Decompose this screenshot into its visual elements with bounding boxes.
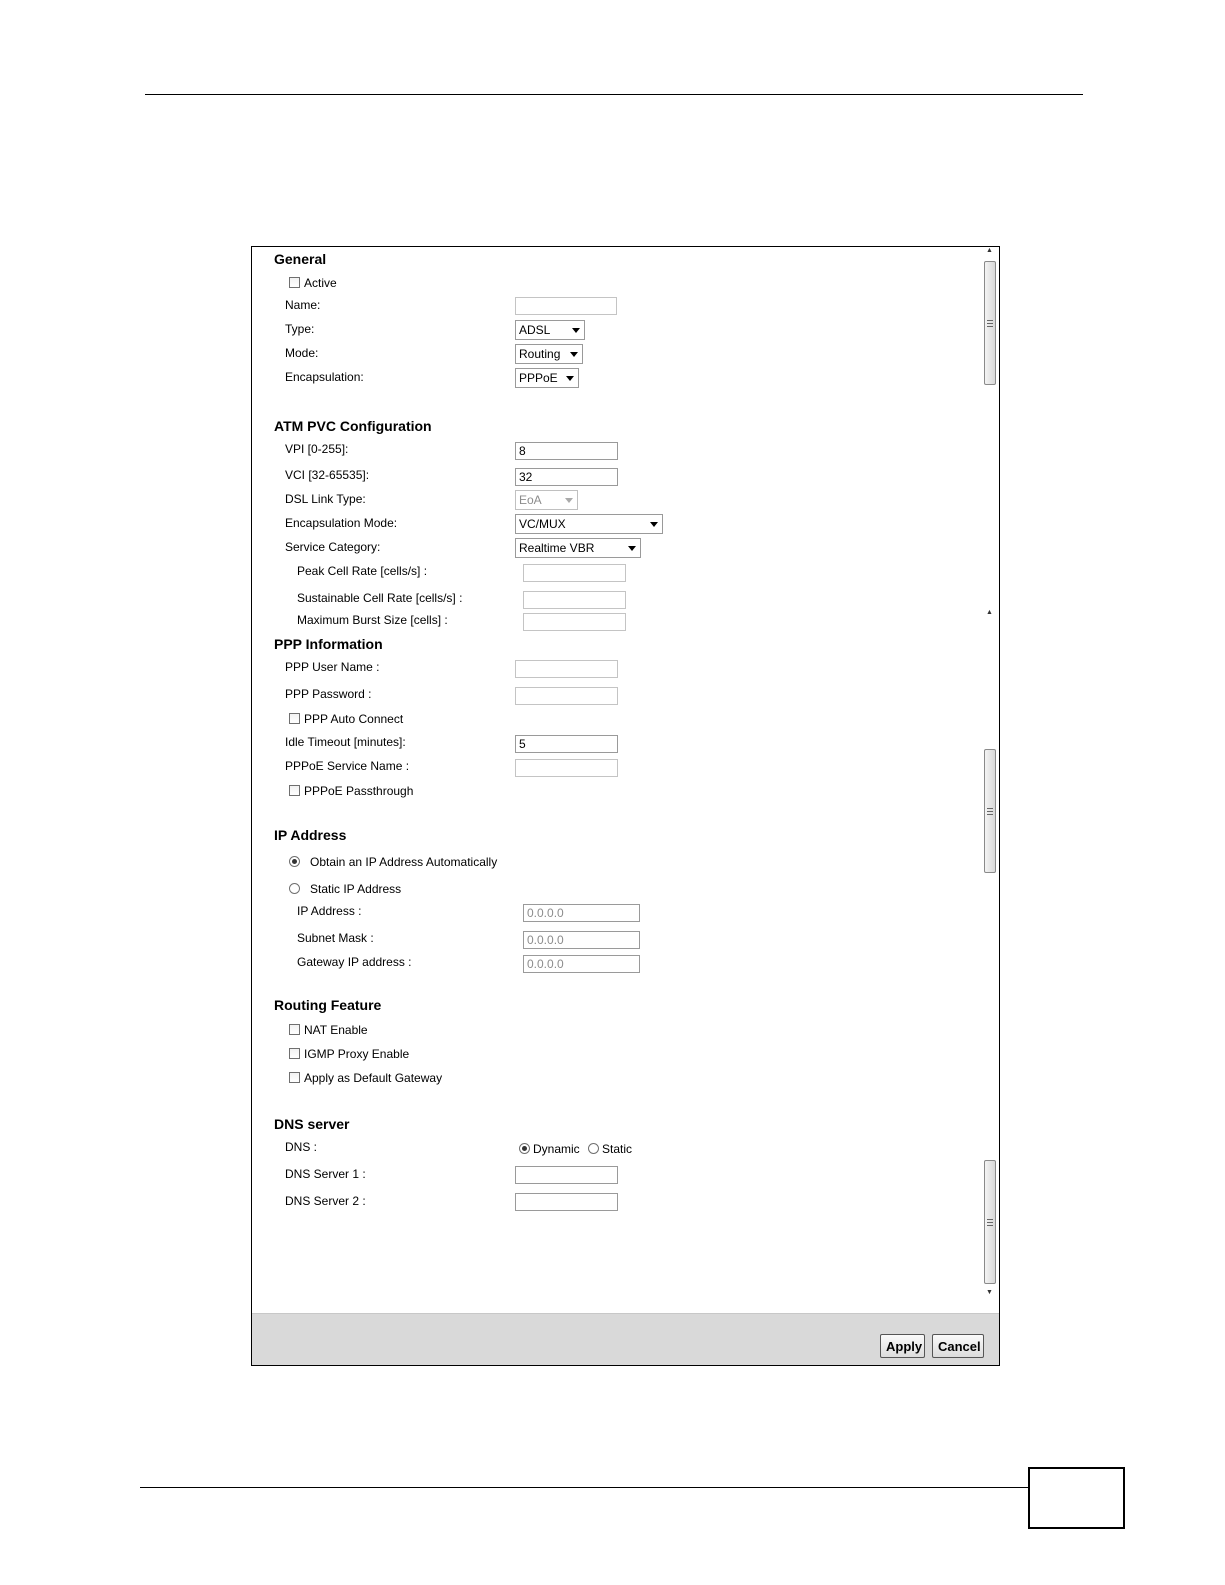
- ip-address-label: IP Address :: [297, 904, 362, 918]
- encapsulation-label: Encapsulation:: [285, 370, 364, 384]
- scroll-down-arrow-icon[interactable]: ▼: [986, 1289, 993, 1296]
- encap-mode-label: Encapsulation Mode:: [285, 516, 398, 530]
- dns-label: DNS :: [285, 1140, 318, 1154]
- footer-rule: [140, 1487, 1028, 1488]
- mode-label: Mode:: [285, 346, 319, 360]
- ppp-auto-connect-checkbox[interactable]: [289, 713, 300, 724]
- dns-server1-label: DNS Server 1 :: [285, 1167, 366, 1181]
- pcr-input[interactable]: [523, 564, 626, 582]
- dsl-link-type-value: EoA: [519, 493, 542, 507]
- default-gateway-label: Apply as Default Gateway: [304, 1071, 443, 1085]
- chevron-down-icon: [570, 352, 578, 357]
- subnet-mask-label: Subnet Mask :: [297, 931, 374, 945]
- ppp-heading: PPP Information: [274, 636, 383, 652]
- mbs-input[interactable]: [523, 613, 626, 631]
- scroll-up-arrow-icon[interactable]: ▲: [986, 247, 993, 254]
- dns-heading: DNS server: [274, 1116, 350, 1132]
- name-label: Name:: [285, 298, 321, 312]
- dsl-link-type-select[interactable]: [515, 490, 578, 510]
- encap-mode-select[interactable]: [515, 514, 663, 534]
- vci-label: VCI [32-65535]:: [285, 468, 370, 482]
- vpi-label: VPI [0-255]:: [285, 442, 349, 456]
- grip-icon: [987, 1219, 993, 1226]
- scroll-up-arrow-icon[interactable]: ▲: [986, 609, 993, 616]
- vci-input[interactable]: 32: [515, 468, 618, 486]
- igmp-proxy-checkbox[interactable]: [289, 1048, 300, 1059]
- mode-select[interactable]: [515, 344, 583, 364]
- nat-enable-checkbox[interactable]: [289, 1024, 300, 1035]
- scrollbar-thumb[interactable]: [984, 749, 996, 873]
- ip-address-input[interactable]: 0.0.0.0: [523, 904, 640, 922]
- pcr-label: Peak Cell Rate [cells/s] :: [297, 564, 428, 578]
- dsl-link-type-label: DSL Link Type:: [285, 492, 366, 506]
- igmp-proxy-label: IGMP Proxy Enable: [304, 1047, 410, 1061]
- header-rule: [145, 94, 1083, 95]
- idle-timeout-label: Idle Timeout [minutes]:: [285, 735, 406, 749]
- grip-icon: [987, 320, 993, 327]
- name-input[interactable]: [515, 297, 617, 315]
- general-heading: General: [274, 251, 327, 267]
- dns-dynamic-label: Dynamic: [533, 1142, 580, 1156]
- pppoe-service-name-label: PPPoE Service Name :: [285, 759, 410, 773]
- dns-server1-input[interactable]: [515, 1166, 618, 1184]
- encap-mode-value: VC/MUX: [519, 517, 566, 531]
- active-checkbox[interactable]: [289, 277, 300, 288]
- ip-heading: IP Address: [274, 827, 347, 843]
- obtain-ip-auto-radio[interactable]: [289, 856, 300, 867]
- grip-icon: [987, 808, 993, 815]
- default-gateway-checkbox[interactable]: [289, 1072, 300, 1083]
- encapsulation-value: PPPoE: [519, 371, 558, 385]
- ppp-password-label: PPP Password :: [285, 687, 372, 701]
- ppp-auto-connect-label: PPP Auto Connect: [304, 712, 404, 726]
- active-label: Active: [304, 276, 337, 290]
- chevron-down-icon: [572, 328, 580, 333]
- static-ip-radio[interactable]: [289, 883, 300, 894]
- cancel-button[interactable]: Cancel: [932, 1334, 984, 1358]
- ppp-user-input[interactable]: [515, 660, 618, 678]
- encapsulation-select[interactable]: [515, 368, 579, 388]
- gateway-ip-label: Gateway IP address :: [297, 955, 412, 969]
- service-category-label: Service Category:: [285, 540, 381, 554]
- scrollbar-thumb[interactable]: [984, 1160, 996, 1284]
- pppoe-service-name-input[interactable]: [515, 759, 618, 777]
- wan-config-window: [251, 246, 1000, 1366]
- page-number-box: [1028, 1467, 1125, 1529]
- service-category-value: Realtime VBR: [519, 541, 595, 555]
- vpi-input[interactable]: 8: [515, 442, 618, 460]
- gateway-ip-input[interactable]: 0.0.0.0: [523, 955, 640, 973]
- pppoe-passthrough-label: PPPoE Passthrough: [304, 784, 414, 798]
- scr-input[interactable]: [523, 591, 626, 609]
- ppp-password-input[interactable]: [515, 687, 618, 705]
- dns-server2-label: DNS Server 2 :: [285, 1194, 366, 1208]
- vertical-scrollbar[interactable]: [982, 247, 999, 1313]
- static-ip-label: Static IP Address: [310, 882, 402, 896]
- apply-button[interactable]: Apply: [880, 1334, 925, 1358]
- service-category-select[interactable]: [515, 538, 641, 558]
- dns-server2-input[interactable]: [515, 1193, 618, 1211]
- dns-static-label: Static: [602, 1142, 633, 1156]
- scr-label: Sustainable Cell Rate [cells/s] :: [297, 591, 463, 605]
- idle-timeout-input[interactable]: 5: [515, 735, 618, 753]
- subnet-mask-input[interactable]: 0.0.0.0: [523, 931, 640, 949]
- form-content: [252, 247, 980, 1312]
- nat-enable-label: NAT Enable: [304, 1023, 368, 1037]
- ppp-user-label: PPP User Name :: [285, 660, 380, 674]
- chevron-down-icon: [566, 376, 574, 381]
- dns-static-radio[interactable]: [588, 1143, 599, 1154]
- dns-dynamic-radio[interactable]: [519, 1143, 530, 1154]
- routing-heading: Routing Feature: [274, 997, 382, 1013]
- mbs-label: Maximum Burst Size [cells] :: [297, 613, 448, 627]
- chevron-down-icon: [650, 522, 658, 527]
- type-value: ADSL: [519, 323, 551, 337]
- obtain-ip-auto-label: Obtain an IP Address Automatically: [310, 855, 498, 869]
- chevron-down-icon: [628, 546, 636, 551]
- button-bar: [252, 1313, 999, 1366]
- pppoe-passthrough-checkbox[interactable]: [289, 785, 300, 796]
- type-select[interactable]: [515, 320, 585, 340]
- scrollbar-thumb[interactable]: [984, 261, 996, 385]
- chevron-down-icon: [565, 498, 573, 503]
- mode-value: Routing: [519, 347, 561, 361]
- type-label: Type:: [285, 322, 315, 336]
- atm-heading: ATM PVC Configuration: [274, 418, 432, 434]
